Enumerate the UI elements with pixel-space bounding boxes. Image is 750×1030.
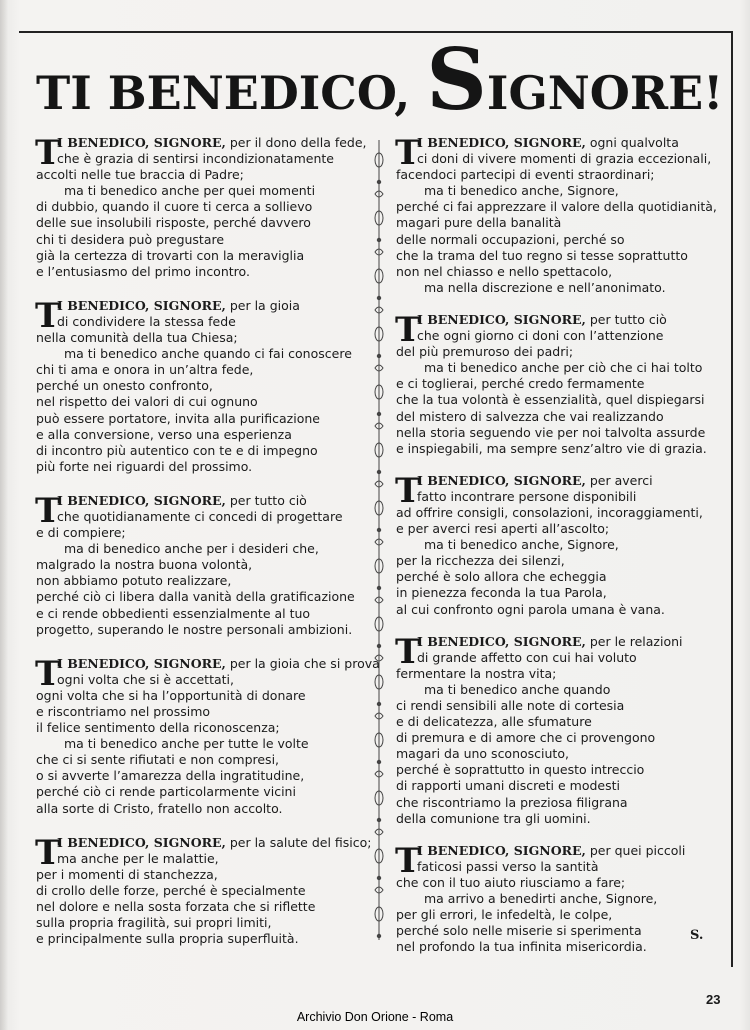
prayer-stanza (36, 135, 366, 280)
stanza-first-line (36, 655, 380, 672)
stanza-line: nel rispetto dei valori di cui ognuno (36, 394, 258, 410)
signature: S. (690, 928, 704, 943)
stanza-first-line (36, 298, 366, 314)
drop-cap: T (395, 133, 421, 173)
stanza-line: ma ti benedico anche quando (424, 681, 611, 697)
title-part-1: I BENEDICO, (70, 66, 427, 120)
stanza-line: fatto incontrare persone disponibili (417, 488, 637, 504)
stanza-line: ad offrire consigli, consolazioni, incoraggiamenti, (396, 504, 703, 520)
binding-shadow (0, 0, 8, 1030)
stanza-line: e di compiere; (36, 525, 126, 541)
stanza-line: nella comunità della tua Chiesa; (36, 330, 238, 346)
stanza-line: ma ti benedico anche, Signore, (424, 537, 619, 553)
stanza-line: perché è solo allora che echeggia (396, 569, 607, 585)
stanza-line: perché solo nelle miserie si sperimenta (396, 923, 642, 939)
prayer-stanza (395, 309, 716, 457)
stanza-line: per la ricchezza dei silenzi, (396, 553, 565, 569)
stanza-line: perché è soprattutto in questo intreccio (396, 762, 645, 778)
stanza-first-line (396, 135, 716, 151)
drop-cap: T (395, 470, 421, 511)
stanza-line: e inspiegabili, ma sempre senz’altro vie di grazia. (396, 440, 707, 456)
stanza-line: nel dolore e nella sosta forzata che si riflette (36, 899, 316, 915)
divider-dot (377, 644, 381, 648)
stanza-line: di premura e di amore che ci provengono (396, 730, 656, 746)
prayer-stanza (395, 470, 716, 618)
stanza-line: al cui confronto ogni parola umana è vana. (396, 601, 665, 617)
divider-dot (377, 586, 381, 590)
title-part-2: IGNORE! (486, 66, 724, 120)
prayer-stanza (35, 653, 380, 817)
stanza-line: e principalmente sulla propria superfluità. (36, 931, 299, 947)
stanza-line: non nel chiasso e nello spettacolo, (396, 263, 613, 279)
stanza-line: ma arrivo a benedirti anche, Signore, (424, 891, 658, 907)
drop-cap: T (35, 133, 61, 173)
stanza-line: nel profondo la tua infinita misericordia. (396, 939, 647, 955)
stanza-lead: I BENEDICO, SIGNORE, (57, 297, 226, 313)
drop-cap: T (395, 309, 421, 350)
stanza-lead: I BENEDICO, SIGNORE, (417, 842, 586, 858)
stanza-line: ogni volta che si ha l’opportunità di donare (36, 687, 306, 703)
stanza-line: in pienezza feconda la tua Parola, (396, 585, 607, 601)
stanza-line: o si avverte l’amarezza della ingratitudine, (36, 768, 305, 784)
stanza-line: perché un onesto confronto, (36, 378, 213, 394)
divider-dot (377, 238, 381, 242)
stanza-lead: I BENEDICO, SIGNORE, (57, 135, 226, 150)
stanza-lead: I BENEDICO, SIGNORE, (417, 633, 586, 649)
prayer-stanza (395, 631, 716, 827)
stanza-lead: I BENEDICO, SIGNORE, (57, 655, 226, 671)
divider-dot (377, 528, 381, 532)
archive-footer: Archivio Don Orione - Roma (296, 1010, 454, 1024)
stanza-line: chi ti ama e onora in un’altra fede, (36, 362, 254, 378)
stanza-line: del più premuroso dei padri; (396, 344, 574, 360)
stanza-line: che ci si sente rifiutati e non compresi, (36, 752, 280, 768)
divider-dot (377, 180, 381, 184)
right-column (396, 135, 716, 971)
drop-cap: T (395, 631, 421, 672)
stanza-line: e di delicatezza, alle sfumature (396, 714, 592, 730)
stanza-lead: I BENEDICO, SIGNORE, (57, 834, 226, 850)
stanza-line: di grande affetto con cui hai voluto (417, 649, 637, 665)
stanza-line: più forte nei riguardi del prossimo. (36, 458, 253, 474)
prayer-stanza (35, 490, 366, 638)
stanza-lead: I BENEDICO, SIGNORE, (417, 472, 586, 488)
stanza-line: che quotidianamente ci concedi di progettare (57, 508, 343, 524)
stanza-line: che riscontriamo la preziosa filigrana (396, 794, 628, 810)
divider-dot (377, 934, 381, 938)
stanza-first-line (396, 473, 716, 489)
stanza-line: e ci toglierai, perché credo fermamente (396, 376, 645, 392)
stanza-line: di dubbio, quando il cuore ti cerca a sollievo (36, 199, 313, 215)
stanza-line: e riscontriamo nel prossimo (36, 704, 211, 719)
prayer-stanza (395, 840, 716, 956)
stanza-line: ma ti benedico anche quando ci fai conoscere (64, 346, 352, 362)
stanza-line: ogni volta che si è accettati, (57, 671, 234, 687)
page-title (36, 30, 724, 143)
drop-cap: T (35, 653, 61, 694)
stanza-first-line (396, 312, 716, 328)
stanza-line: accolti nelle tue braccia di Padre; (36, 167, 244, 183)
stanza-first-text: per la gioia che si prova (225, 655, 380, 671)
title-cap-s: S (426, 30, 487, 129)
stanza-line: di condividere la stessa fede (57, 313, 236, 329)
stanza-line: perché ci fai apprezzare il valore della quotidianità, (396, 199, 717, 215)
stanza-line: delle sue insolubili risposte, perché davvero (36, 215, 311, 231)
stanza-line: e ci rende obbedienti essenzialmente al tuo (36, 605, 311, 621)
stanza-line: delle normali occupazioni, perché so (396, 231, 625, 247)
stanza-line: chi ti desidera può pregustare (36, 231, 225, 247)
prayer-stanza (35, 295, 366, 475)
divider-dot (377, 296, 381, 300)
stanza-line: alla sorte di Cristo, fratello non accolto. (36, 800, 283, 816)
drop-cap: T (395, 840, 421, 881)
stanza-line: ma ti benedico anche per quei momenti (64, 183, 316, 199)
stanza-first-text: per quei piccoli (585, 842, 686, 858)
stanza-first-line (396, 843, 716, 859)
drop-cap: T (35, 295, 61, 336)
stanza-line: nella storia seguendo vie per noi talvolta assurde (396, 424, 706, 440)
left-column (35, 133, 380, 965)
stanza-line: di crollo delle forze, perché è specialmente (36, 882, 306, 898)
stanza-line: che con il tuo aiuto riusciamo a fare; (396, 874, 626, 890)
drop-cap: T (35, 490, 61, 531)
stanza-line: magari pure della banalità (396, 215, 562, 231)
page-number: 23 (706, 992, 721, 1007)
stanza-line: che la tua volontà è essenzialità, quel dispiegarsi (396, 392, 705, 408)
stanza-first-text: per le relazioni (585, 633, 683, 649)
stanza-line: per i momenti di stanchezza, (36, 866, 218, 882)
stanza-line: già la certezza di trovarti con la meraviglia (36, 247, 305, 263)
stanza-line: di incontro più autentico con te e di impegno (36, 442, 318, 458)
stanza-line: fermentare la nostra vita; (396, 665, 557, 681)
stanza-line: e l’entusiasmo del primo incontro. (36, 263, 250, 279)
stanza-line: ma anche per le malattie, (57, 850, 219, 866)
stanza-first-text: per averci (585, 472, 653, 488)
stanza-line: non abbiamo potuto realizzare, (36, 573, 232, 589)
stanza-first-line (36, 493, 366, 509)
stanza-line: faticosi passi verso la santità (417, 858, 599, 874)
divider-dot (377, 876, 381, 880)
stanza-line: che la trama del tuo regno si tesse soprattutto (396, 247, 688, 263)
stanza-line: perché ciò ci libera dalla vanità della gratificazione (36, 589, 355, 605)
stanza-line: malgrado la nostra buona volontà, (36, 557, 253, 573)
stanza-line: ma ti benedico anche per ciò che ci hai tolto (424, 360, 703, 376)
stanza-first-text: ogni qualvolta (585, 135, 679, 150)
stanza-first-text: per tutto ciò (225, 492, 307, 508)
divider-dot (377, 354, 381, 358)
stanza-line: che è grazia di sentirsi incondizionatamente (57, 151, 334, 167)
stanza-line: ma ti benedico anche per tutte le volte (64, 736, 309, 752)
divider-dot (377, 470, 381, 474)
title-cap-t: T (36, 66, 71, 120)
stanza-line: facendoci partecipi di eventi straordinari; (396, 167, 655, 183)
divider-dot (377, 760, 381, 764)
stanza-first-line (36, 834, 372, 851)
stanza-lead: I BENEDICO, SIGNORE, (57, 492, 226, 508)
stanza-first-line (36, 135, 366, 151)
stanza-first-text: per il dono della fede, (225, 135, 367, 150)
prayer-stanza (35, 832, 372, 948)
drop-cap: T (35, 832, 61, 873)
stanza-line: può essere portatore, invita alla purificazione (36, 410, 320, 426)
stanza-lead: I BENEDICO, SIGNORE, (417, 311, 586, 327)
stanza-line: e per averci resi aperti all’ascolto; (396, 521, 610, 537)
stanza-line: magari da uno sconosciuto, (396, 746, 569, 762)
stanza-line: per gli errori, le infedeltà, le colpe, (396, 907, 613, 923)
stanza-line: ma di benedico anche per i desideri che, (64, 541, 319, 557)
stanza-line: e alla conversione, verso una esperienza (36, 426, 292, 442)
stanza-line: del mistero di salvezza che vai realizzando (396, 408, 664, 424)
stanza-line: di rapporti umani discreti e modesti (396, 778, 621, 794)
stanza-line: ma nella discrezione e nell’anonimato. (424, 279, 666, 295)
stanza-first-text: per la gioia (225, 297, 300, 313)
prayer-stanza (396, 135, 716, 296)
stanza-line: ma ti benedico anche, Signore, (424, 183, 619, 199)
divider-dot (377, 818, 381, 822)
ornamental-divider (372, 140, 386, 940)
stanza-first-text: per la salute del fisico; (225, 834, 372, 850)
stanza-line: progetto, superando le nostre personali ambizioni. (36, 621, 353, 637)
stanza-line: sulla propria fragilità, sui propri limiti, (36, 915, 272, 931)
divider-dot (377, 412, 381, 416)
stanza-line: il felice sentimento della riconoscenza; (36, 720, 280, 736)
stanza-line: ci doni di vivere momenti di grazia eccezionali, (417, 151, 712, 167)
stanza-first-line (396, 634, 716, 650)
stanza-line: della comunione tra gli uomini. (396, 810, 591, 826)
stanza-line: perché ciò ci rende particolarmente vicini (36, 784, 296, 800)
stanza-lead: I BENEDICO, SIGNORE, (417, 135, 586, 150)
stanza-line: ci rendi sensibili alle note di cortesia (396, 698, 625, 713)
stanza-first-text: per tutto ciò (585, 311, 667, 327)
stanza-line: che ogni giorno ci doni con l’attenzione (417, 328, 664, 344)
divider-dot (377, 702, 381, 706)
